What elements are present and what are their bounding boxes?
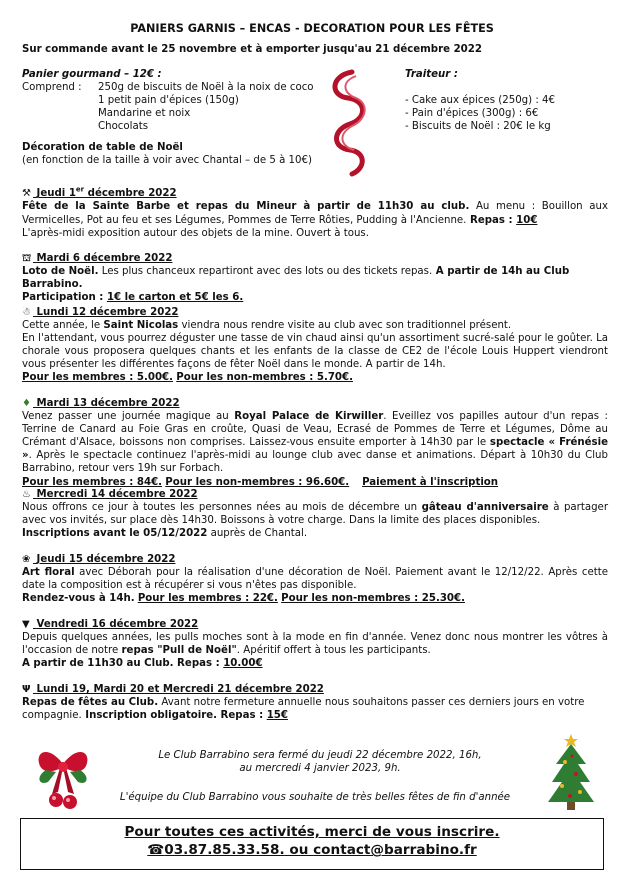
event-text: viendra nous rendre visite au club avec son traditionnel présent. xyxy=(178,320,512,332)
ribbon-icon xyxy=(322,68,378,182)
price-non-members: Pour les non-membres : 96.60€. xyxy=(165,476,350,488)
footer-sep: ou xyxy=(284,842,314,859)
decoration-block xyxy=(22,141,312,167)
event-text: Avant notre fermeture annuelle nous souhaitons passer ces derniers jours en votre compagnie. xyxy=(22,697,585,722)
event-date: Mardi 6 décembre 2022 xyxy=(36,253,173,264)
event-saint-nicolas xyxy=(22,306,608,385)
price-label: Repas : xyxy=(466,214,517,226)
event-highlight: Royal Palace de Kirwiller xyxy=(234,411,384,423)
sweater-icon: ▼ xyxy=(22,619,30,630)
traiteur-item: - Biscuits de Noël : 20€ le kg xyxy=(405,121,551,133)
closure-notice xyxy=(110,749,530,775)
event-text: avec Déborah pour la réalisation d'une décoration de Noël. Paiement avant le 12/12/22. Après cette date la composition est à récupérer si vous n'êtes pas disponible. xyxy=(22,567,608,592)
event-art-floral xyxy=(22,553,608,605)
event-highlight: Saint Nicolas xyxy=(103,320,179,332)
event-text: Venez passer une journée magique au xyxy=(22,411,235,423)
cutlery-icon: Ψ xyxy=(22,684,31,695)
event-lead: Repas de fêtes au Club. xyxy=(22,697,159,709)
participation-label: Participation : xyxy=(22,292,107,304)
payment-note: Paiement à l'inscription xyxy=(362,476,499,488)
traiteur-heading: Traiteur : xyxy=(405,69,458,80)
footer-email[interactable]: contact@barrabino.fr xyxy=(313,842,477,859)
event-deadline: Inscriptions avant le 05/12/2022 xyxy=(22,528,208,540)
event-kirwiller xyxy=(22,397,608,489)
footer-contact xyxy=(21,844,603,857)
event-price: 15€ xyxy=(266,710,288,722)
christmas-bow-icon xyxy=(34,742,92,816)
pickaxe-icon: ⚒ xyxy=(22,188,31,200)
footer-register: Pour toutes ces activités, merci de vous inscrire. xyxy=(124,824,500,840)
participation-price: 1€ le carton et 5€ les 6. xyxy=(106,292,244,304)
event-date: Jeudi 15 décembre 2022 xyxy=(36,554,176,565)
event-text: . Après le spectacle continuez l'après-midi au lounge club avec danse et animations. Départ à 10h30 du Club Barrabino, retour vers 19h sur Forbach. xyxy=(22,450,608,475)
event-price: 10.00€ xyxy=(223,658,263,670)
gift-icon: ⛫ xyxy=(22,253,32,264)
event-highlight: repas "Pull de Noël" xyxy=(121,645,237,657)
event-date: Mardi 13 décembre 2022 xyxy=(36,398,180,409)
price-non-members: Pour les non-membres : 25.30€. xyxy=(281,593,465,605)
panier-item: Chocolats xyxy=(98,121,149,133)
event-date: Lundi 19, Mardi 20 et Mercredi 21 décembre 2022 xyxy=(36,684,324,695)
event-rdv: Rendez-vous à 14h. xyxy=(22,593,135,605)
event-lead: Art floral xyxy=(22,567,75,579)
panier-block xyxy=(22,68,342,133)
closure-line: Le Club Barrabino sera fermé du jeudi 22 décembre 2022, 16h, xyxy=(158,750,482,761)
cake-icon: ♨ xyxy=(22,489,31,500)
contact-box xyxy=(20,818,604,870)
event-note: Inscription obligatoire. Repas : xyxy=(81,710,267,722)
decoration-title: Décoration de table de Noël xyxy=(22,142,183,153)
event-date: Vendredi 16 décembre 2022 xyxy=(36,619,199,630)
event-repas-fetes xyxy=(22,683,608,722)
event-highlight: gâteau d'anniversaire xyxy=(421,502,549,514)
closure-line: au mercredi 4 janvier 2023, 9h. xyxy=(239,763,401,775)
event-text: Au menu : Bouillon aux Vermicelles, Pot au feu et ses Légumes, Pommes de Terre Rôties, Pudding à l'Ancienne. xyxy=(22,201,608,226)
event-extra: L'après-midi exposition autour des objets de la mine. Ouvert à tous. xyxy=(22,227,369,239)
event-text: à partager avec vos invités, sur place dès 14h30. Boissons à votre charge. Dans la limite des places disponibles. xyxy=(22,502,609,527)
event-date: Mercredi 14 décembre 2022 xyxy=(36,489,198,500)
event-highlight: spectacle « Frénésie » xyxy=(22,437,609,462)
panier-item: Mandarine et noix xyxy=(98,108,191,120)
event-text: auprès de Chantal. xyxy=(207,528,308,540)
event-loto xyxy=(22,252,608,304)
event-text: . Eveillez vos papilles autour d'un repas : Terrine de Canard au Foie Gras en croûte, Quasi de Veau, Ecrasé de Pommes de Terre et Légumes, Dôme au Crémant d'Alsace, boissons non comprises. Laissez-vous ensuite emporter à 14h30 par le xyxy=(22,411,608,449)
page-title: PANIERS GARNIS – ENCAS - DECORATION POUR LES FÊTES xyxy=(130,22,494,35)
price-non-members: Pour les non-membres : 5.70€. xyxy=(176,372,353,384)
event-pull-noel xyxy=(22,618,608,670)
saint-nicolas-icon: ☃ xyxy=(22,307,31,318)
christmas-tree-icon xyxy=(548,730,594,816)
panier-items xyxy=(98,81,314,133)
decoration-note: (en fonction de la taille à voir avec Chantal – de 5 à 10€) xyxy=(22,155,312,167)
traiteur-item: - Pain d'épices (300g) : 6€ xyxy=(405,108,539,120)
event-text: Depuis quelques années, les pulls moches sont à la mode en fin d'année. Venez donc nous montrer les vôtres à l'occasion de notre xyxy=(22,632,608,657)
panier-heading: Panier gourmand – 12€ : xyxy=(22,69,162,80)
event-text: Nous offrons ce jour à toutes les personnes nées au mois de décembre un xyxy=(22,502,422,514)
panier-item: 1 petit pain d'épices (150g) xyxy=(98,95,239,107)
footer-phone[interactable]: 03.87.85.33.58. xyxy=(164,842,285,859)
event-time: A partir de 11h30 au Club. Repas : xyxy=(22,658,224,670)
bottle-icon: ♦ xyxy=(22,398,31,409)
event-sainte-barbe xyxy=(22,184,608,240)
event-price: 10€ xyxy=(516,214,538,226)
event-date: Jeudi 1er décembre 2022 xyxy=(36,186,177,200)
event-text: Cette année, le xyxy=(22,320,104,332)
event-text: En l'attendant, vous pourrez déguster une tasse de vin chaud ainsi qu'un assortiment sucré-salé pour le goûter. La chorale vous proposera quelques chants et les enfants de la classe de CE2 de l'école Louis Huppert viendront vous présenter les différentes façons de fêter Noël dans le monde. A partir de 14h. xyxy=(22,333,608,371)
panier-item: 250g de biscuits de Noël à la noix de coco xyxy=(98,82,314,94)
wishes: L'équipe du Club Barrabino vous souhaite de très belles fêtes de fin d'année xyxy=(119,792,511,803)
traiteur-block xyxy=(405,68,605,133)
event-lead: Fête de la Sainte Barbe et repas du Mineur à partir de 11h30 au club. xyxy=(22,201,470,213)
comprend-label: Comprend : xyxy=(22,82,82,94)
phone-icon: ☎ xyxy=(147,842,165,859)
price-members: Pour les membres : 5.00€. xyxy=(22,372,173,384)
event-time: A partir de 14h au Club Barrabino. xyxy=(22,266,570,291)
event-lead: Loto de Noël. xyxy=(22,266,99,278)
event-text: . Apéritif offert à tous les participants. xyxy=(236,645,431,657)
flower-icon: ❀ xyxy=(22,554,31,565)
traiteur-item: - Cake aux épices (250g) : 4€ xyxy=(405,95,555,107)
event-text: Les plus chanceux repartiront avec des lots ou des tickets repas. xyxy=(98,266,433,278)
price-members: Pour les membres : 22€. xyxy=(137,593,278,605)
event-date: Lundi 12 décembre 2022 xyxy=(36,307,179,318)
event-anniversaire xyxy=(22,488,608,540)
price-members: Pour les membres : 84€. xyxy=(22,476,163,488)
intro-line: Sur commande avant le 25 novembre et à emporter jusqu'au 21 décembre 2022 xyxy=(22,44,482,55)
